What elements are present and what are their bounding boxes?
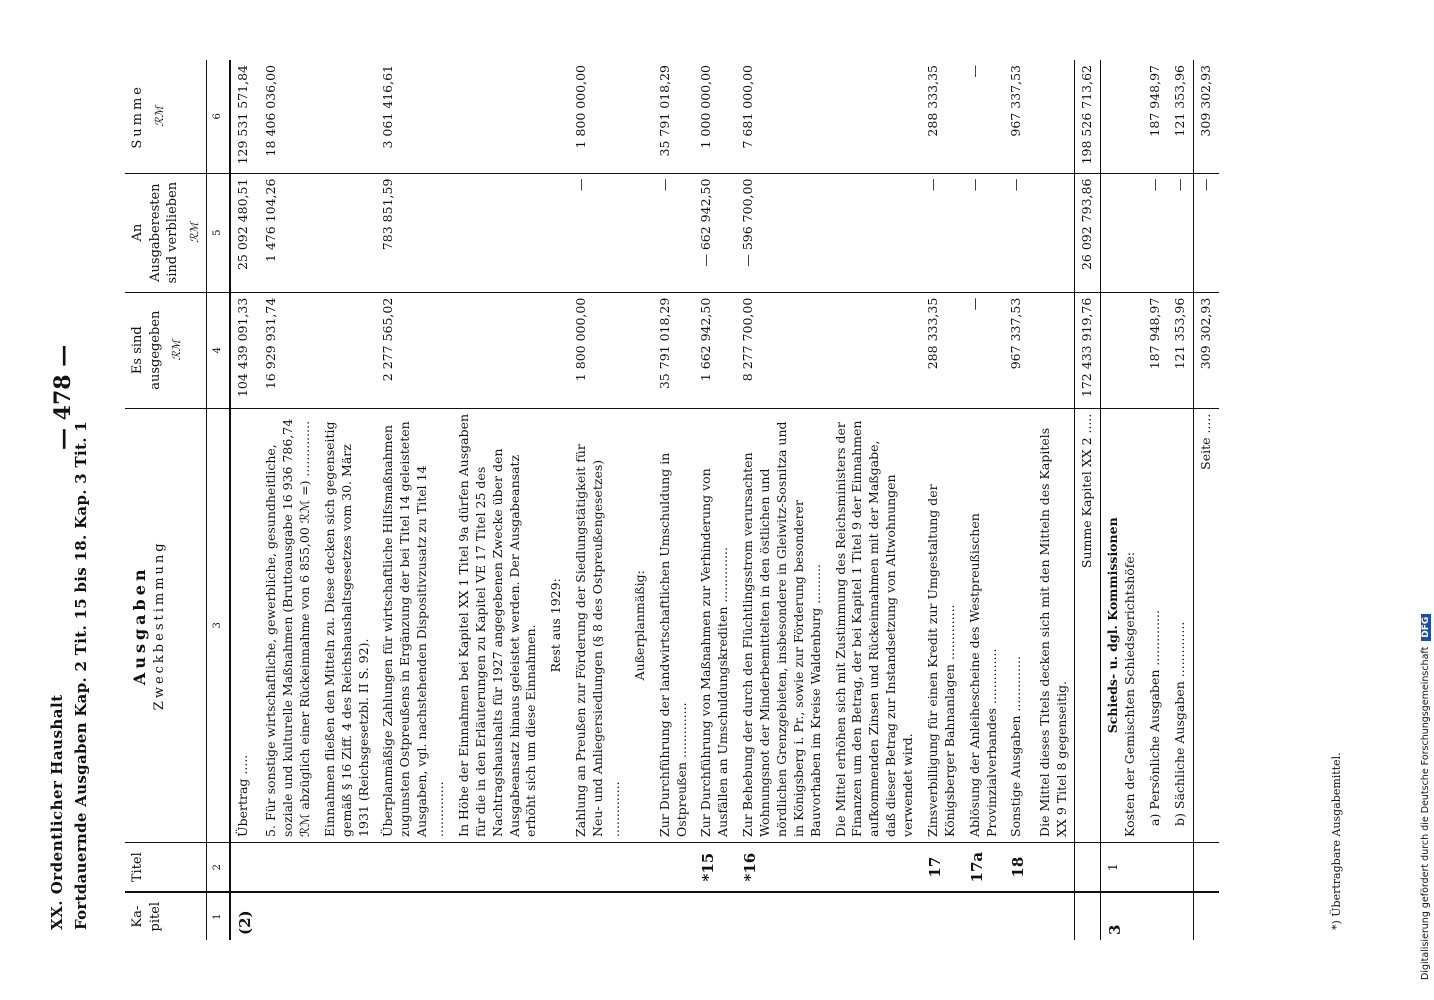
col-kapitel-label: Ka-pitel [130, 901, 163, 932]
reste-cell: 25 092 480,51 [230, 173, 259, 292]
summe-cell: 129 531 571,84 [234, 65, 250, 165]
summe-cell [318, 60, 377, 173]
seite-ausgegeben: 309 302,93 [1193, 292, 1218, 408]
table-row [628, 60, 653, 940]
titel-cell [1033, 842, 1075, 892]
summe-cell: 3 061 416,61 [380, 65, 396, 149]
col-num: 4 [207, 292, 230, 408]
row-b-summe: 121 353,96 [1171, 65, 1187, 137]
ausgegeben-cell [452, 292, 544, 408]
credit-text: Digitalisierung gefördert durch die Deutsche Forschungsgemeinschaft [1420, 646, 1431, 980]
col-summe-label: Summe [130, 83, 145, 149]
dfg-logo: DFG [1421, 614, 1431, 641]
summe-cell: 288 333,35 [924, 65, 940, 137]
row-a-reste: — [1143, 173, 1168, 292]
reste-cell: — [1004, 173, 1032, 292]
zweck-cell: Übertrag ..... [230, 408, 259, 842]
titel-cell [259, 842, 318, 892]
table-row [544, 60, 569, 940]
kapitel-cell [1033, 892, 1075, 940]
column-number-row [207, 60, 230, 940]
zweck-cell: Zur Behebung der durch den Flüchtlingsstrom verursachten Wohnungsnot der Minderbemittelten in den östlichen und nördlichen Grenzgebieten, insbesondere in Gleiwitz-Sosnitza und in Königsberg i. Pr., sowie zur Förderung besonderer Bauvorhaben im Kreise Waldenburg .......... [736, 408, 828, 842]
kapitel-cell [628, 892, 653, 940]
ausgegeben-cell: 967 337,53 [1004, 292, 1032, 408]
reste-cell [452, 173, 544, 292]
titel-cell [544, 842, 569, 892]
unit-label-4: ℛℳ [170, 339, 184, 361]
seite-label: Seite ..... [1193, 408, 1218, 842]
zweck-cell: Die Mittel dieses Titels decken sich mit den Mitteln des Kapitels XX 9 Titel 8 gegenseitig. [1033, 408, 1075, 842]
titel-cell [452, 842, 544, 892]
budget-table [125, 60, 1219, 940]
reste-cell [1033, 173, 1075, 292]
zweck-cell: Rest aus 1929: [544, 408, 569, 842]
table-row [694, 60, 736, 940]
row-b-label: b) Sächliche Ausgaben .............. [1168, 408, 1193, 842]
ausgegeben-cell: 1 662 942,50 [694, 292, 736, 408]
kapitel-cell [259, 892, 318, 940]
titel-cell [628, 842, 653, 892]
empty-cell [1101, 60, 1143, 173]
col-num: 6 [207, 60, 230, 173]
reste-cell [829, 173, 921, 292]
empty-cell [1168, 892, 1193, 940]
titel-cell: *15 [694, 842, 736, 892]
zweck-cell: Die Mittel erhöhen sich mit Zustimmung des Reichsministers der Finanzen um den Betrag, der bei Kapitel 1 Titel 9 der Einnahmen aufkommenden Zinsen und Rückeinnahmen mit der Maßgabe, daß dieser Betrag zur Instandsetzung von Altwohnungen verwendet wird. [829, 408, 921, 842]
page-number: — 478 — [50, 344, 76, 450]
footnote: *) Übertragbare Ausgabemittel. [1330, 752, 1343, 930]
col-titel-header [125, 842, 207, 892]
page-header [40, 60, 120, 940]
kapitel-cell [376, 892, 452, 940]
col-num: 1 [207, 892, 230, 940]
col-kapitel-header [125, 892, 207, 940]
kapitel-3-row-a [1143, 60, 1168, 940]
ausgegeben-cell: 35 791 018,29 [653, 292, 695, 408]
summe-reste: 26 092 793,86 [1075, 173, 1101, 292]
titel-number: 1 [1101, 842, 1143, 892]
empty-cell [1193, 842, 1218, 892]
zweck-cell: Außerplanmäßig: [628, 408, 653, 842]
summe-summe: 198 526 713,62 [1075, 60, 1101, 173]
kapitel-cell [736, 892, 828, 940]
titel-cell [653, 842, 695, 892]
table-row [1033, 60, 1075, 940]
titel-cell [569, 842, 628, 892]
titel-cell: *16 [736, 842, 828, 892]
table-row [318, 60, 377, 940]
kapitel-3-row-b [1168, 60, 1193, 940]
zweck-cell: In Höhe der Einnahmen bei Kapitel XX 1 Titel 9a dürfen Ausgaben für die in den Erläuterungen zu Kapitel VE 17 Titel 25 des Nachtragshaushalts für 1927 angegebenen Zwecke über den Ausgabeansatz hinaus geleistet werden. Der Ausgabeansatz erhöht sich um diese Einnahmen. [452, 408, 544, 842]
summe-cell [628, 60, 653, 173]
row-b-reste: — [1168, 173, 1193, 292]
col-num: 2 [207, 842, 230, 892]
col-reste-header [125, 173, 207, 292]
empty-cell [1143, 842, 1168, 892]
titel-cell [230, 842, 259, 892]
summe-kapitel-label: Summe Kapitel XX 2 ..... [1075, 408, 1101, 842]
reste-cell: 783 851,59 [376, 173, 452, 292]
table-row [736, 60, 828, 940]
empty-cell [1075, 842, 1101, 892]
col-ausgegeben-header [125, 292, 207, 408]
row-a-ausgegeben: 187 948,97 [1143, 292, 1168, 408]
summe-cell: 35 791 018,29 [656, 65, 672, 157]
reste-cell: — [921, 173, 963, 292]
table-row [1004, 60, 1032, 940]
kapitel-cell: (2) [230, 892, 259, 940]
table-row [921, 60, 963, 940]
row-a-label: a) Persönliche Ausgaben .............. [1143, 408, 1168, 842]
ausgegeben-cell: 16 929 931,74 [259, 292, 318, 408]
ausgegeben-cell [1033, 292, 1075, 408]
titel-cell: 17a [963, 842, 1005, 892]
titel-cell: 18 [1004, 842, 1032, 892]
titel-cell [376, 842, 452, 892]
table-row [452, 60, 544, 940]
table-row [829, 60, 921, 940]
digitization-credit [1418, 20, 1434, 980]
zweck-cell: Überplanmäßige Zahlungen für wirtschaftliche Hilfsmaßnahmen zugunsten Ostpreußens in Ergänzung der bei Titel 14 geleisteten Ausgaben, vgl. nachstehenden Dispositivzusatz zu Titel 14 .............. [376, 408, 452, 842]
row-a-summe: 187 948,97 [1147, 65, 1163, 137]
ausgegeben-cell [544, 292, 569, 408]
kapitel-cell [694, 892, 736, 940]
kapitel-3-intro: Kosten der Gemischten Schiedsgerichtshöfe: [1122, 551, 1138, 837]
summe-cell: 1 000 000,00 [698, 65, 714, 149]
col-summe-header [125, 60, 207, 173]
kapitel-cell [544, 892, 569, 940]
reste-cell: — [569, 173, 628, 292]
summe-cell: 1 800 000,00 [573, 65, 589, 149]
summe-cell: 18 406 036,00 [263, 65, 279, 157]
summe-cell [544, 60, 569, 173]
ausgegeben-cell: 8 277 700,00 [736, 292, 828, 408]
seite-summe: 309 302,93 [1193, 60, 1218, 173]
ausgegeben-cell: 1 800 000,00 [569, 292, 628, 408]
empty-cell [1075, 892, 1101, 940]
summe-ausgegeben: 172 433 919,76 [1075, 292, 1101, 408]
kapitel-cell [318, 892, 377, 940]
zweck-cell: Zur Durchführung von Maßnahmen zur Verhinderung von Ausfällen an Umschuldungskrediten .............. [694, 408, 736, 842]
summe-kapitel-row [1075, 60, 1101, 940]
summe-cell [1033, 60, 1075, 173]
kapitel-number: 3 [1101, 892, 1143, 940]
unit-label-5: ℛℳ [187, 222, 201, 243]
summe-cell: — [966, 65, 982, 78]
empty-cell [1193, 892, 1218, 940]
table-row [963, 60, 1005, 940]
summe-cell [452, 60, 544, 173]
header-line-2: Fortdauernde Ausgaben Kap. 2 Tit. 15 bis 18. Kap. 3 Tit. 1 [72, 420, 90, 930]
zweck-cell: Zahlung an Preußen zur Förderung der Siedlungstätigkeit für Neu- und Anliegersiedlungen (§ 8 des Ostpreußengesetzes) .............. [569, 408, 628, 842]
zweck-cell: 5. Für sonstige wirtschaftliche, gewerbliche, gesundheitliche, soziale und kulturelle Maßnahmen (Bruttoausgabe 16 936 786,74 ℛℳ abzüglich einer Rückeinnahme von 6 855,00 ℛℳ =) .............. [259, 408, 318, 842]
table-row [376, 60, 452, 940]
reste-cell: — 662 942,50 [694, 173, 736, 292]
seite-reste: — [1193, 173, 1218, 292]
table-body [230, 60, 1075, 940]
empty-cell [1101, 292, 1143, 408]
ausgegeben-cell [628, 292, 653, 408]
table-summary [1075, 60, 1219, 940]
summe-cell [829, 60, 921, 173]
kapitel-cell [829, 892, 921, 940]
summe-cell: 967 337,53 [1008, 65, 1024, 137]
ausgegeben-cell: 104 439 091,33 [230, 292, 259, 408]
kapitel-3-heading: Schieds- u. dgl. Kommissionen [1105, 517, 1121, 734]
col-zweck-label: Zweckbestimmung [151, 540, 167, 711]
seite-row [1193, 60, 1218, 940]
ausgegeben-cell: 288 333,35 [921, 292, 963, 408]
kapitel-cell [569, 892, 628, 940]
reste-cell: — [653, 173, 695, 292]
row-b-ausgegeben: 121 353,96 [1168, 292, 1193, 408]
ausgegeben-cell: 2 277 565,02 [376, 292, 452, 408]
unit-label-6: ℛℳ [152, 106, 166, 127]
empty-cell [1101, 173, 1143, 292]
reste-cell: — [963, 173, 1005, 292]
kapitel-cell [921, 892, 963, 940]
zweck-cell: Sonstige Ausgaben .............. [1004, 408, 1032, 842]
col-titel-label: Titel [130, 852, 145, 883]
reste-cell [318, 173, 377, 292]
col-reste-label: An Ausgaberesten sind verblieben [130, 181, 181, 284]
table-row [653, 60, 695, 940]
reste-cell [544, 173, 569, 292]
empty-cell [1168, 842, 1193, 892]
table-row [230, 60, 259, 940]
zweck-cell: Einnahmen fließen den Mitteln zu. Diese decken sich gegenseitig gemäß § 16 Ziff. 4 des Reichshaushaltsgesetzes vom 30. März 1931 (Reichsgesetzbl. II S. 92). [318, 408, 377, 842]
header-line-1: XX. Ordentlicher Haushalt [48, 694, 66, 930]
empty-cell [1143, 892, 1168, 940]
kapitel-cell [963, 892, 1005, 940]
col-num: 5 [207, 173, 230, 292]
ausgegeben-cell [318, 292, 377, 408]
reste-cell [628, 173, 653, 292]
summe-cell: 7 681 000,00 [740, 65, 756, 149]
kapitel-cell [452, 892, 544, 940]
reste-cell: 1 476 104,26 [259, 173, 318, 292]
titel-cell [318, 842, 377, 892]
zweck-cell: Zinsverbilligung für einen Kredit zur Umgestaltung der Königsberger Bahnanlagen .............. [921, 408, 963, 842]
kapitel-3-heading-row [1101, 60, 1143, 940]
col-num: 3 [207, 408, 230, 842]
ausgegeben-cell: — [963, 292, 1005, 408]
kapitel-cell [1004, 892, 1032, 940]
ausgegeben-cell [829, 292, 921, 408]
document-page [40, 60, 1370, 940]
zweck-cell: Ablösung der Anleihescheine des Westpreußischen Provinzialverbandes .............. [963, 408, 1005, 842]
kapitel-cell [653, 892, 695, 940]
col-ausgegeben-label: Es sind ausgegeben [130, 310, 163, 390]
titel-cell [829, 842, 921, 892]
table-row [569, 60, 628, 940]
col-ausgaben-header [125, 408, 207, 842]
reste-cell: — 596 700,00 [736, 173, 828, 292]
titel-cell: 17 [921, 842, 963, 892]
table-row [259, 60, 318, 940]
col-ausgaben-label: Ausgaben [130, 565, 149, 686]
zweck-cell: Zur Durchführung der landwirtschaftlichen Umschuldung in Ostpreußen .............. [653, 408, 695, 842]
